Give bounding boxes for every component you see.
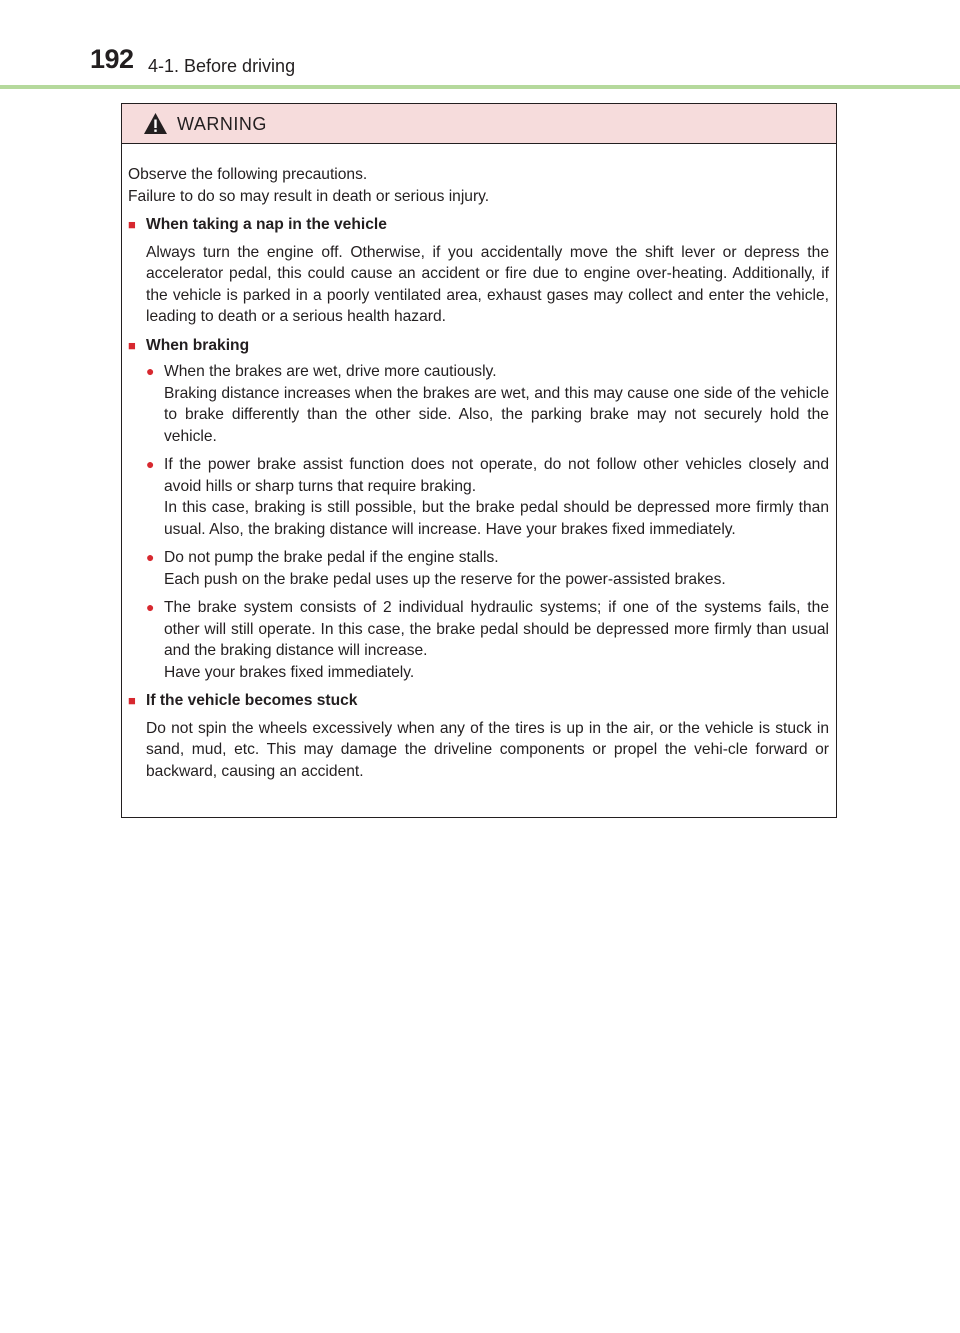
section-body: Do not spin the wheels excessively when any of the tires is up in the air, or the vehicle is stuck in sand, mud, etc. This may damage the driveline components or propel the vehi-cle forward or backward, causing an accident.: [146, 719, 829, 780]
bullet-detail: In this case, braking is still possible, but the brake pedal should be depressed more firmly than usual. Also, the braking distance will increase. Have your brakes fixed immediately.: [164, 499, 829, 538]
bullet-icon: ●: [146, 549, 155, 565]
bullet-icon: ●: [146, 599, 155, 615]
section-body: Always turn the engine off. Otherwise, if you accidentally move the shift lever or depress the accelerator pedal, this could cause an accident or fire due to engine over-heating. Additionally, if the vehicle is parked in a poorly ventilated area, exhaust gases may collect and enter the vehicle, leading to death or a serious health hazard.: [146, 243, 829, 325]
section-title: If the vehicle becomes stuck: [146, 692, 358, 709]
list-item: [146, 597, 829, 683]
warning-label: WARNING: [177, 114, 267, 134]
list-item: [146, 361, 829, 447]
section-braking: [128, 335, 829, 684]
bullet-lead: The brake system consists of 2 individual hydraulic systems; if one of the systems fails, the other will still operate. In this case, the brake pedal should be depressed more firmly than usual and the braking distance will increase.: [164, 599, 829, 659]
section-heading: [128, 214, 829, 236]
section-stuck: [128, 690, 829, 782]
header-rule: [0, 85, 960, 89]
warning-triangle-icon: [143, 112, 168, 135]
bullet-list: [128, 361, 829, 683]
section-title: When taking a nap in the vehicle: [146, 216, 387, 233]
page-number: 192: [90, 44, 134, 74]
section-heading: [128, 690, 829, 712]
bullet-detail: Have your brakes fixed immediately.: [164, 663, 415, 681]
warning-intro: [128, 164, 829, 207]
bullet-lead: Do not pump the brake pedal if the engine stalls.: [164, 549, 499, 566]
section-heading: [128, 335, 829, 357]
section-marker-icon: ■: [128, 693, 136, 708]
section-marker-icon: ■: [128, 217, 136, 232]
warning-header: [122, 104, 836, 144]
bullet-icon: ●: [146, 363, 155, 379]
warning-box: [121, 103, 837, 818]
section-title: 4-1. Before driving: [148, 56, 296, 76]
section-title: When braking: [146, 336, 250, 354]
warning-content: [122, 144, 836, 782]
list-item: [146, 547, 829, 590]
section-nap: [128, 214, 829, 328]
intro-line: Observe the following precautions.: [128, 166, 368, 183]
section-marker-icon: ■: [128, 337, 136, 353]
bullet-lead: When the brakes are wet, drive more cautiously.: [164, 363, 497, 380]
bullet-lead: If the power brake assist function does not operate, do not follow other vehicles closely and avoid hills or sharp turns that require braking.: [164, 456, 829, 495]
bullet-icon: ●: [146, 456, 155, 472]
list-item: [146, 454, 829, 540]
bullet-detail: Braking distance increases when the brakes are wet, and this may cause one side of the vehicle to brake differently than the other side. Also, the parking brake may not securely hold the vehicle.: [164, 384, 829, 445]
bullet-detail: Each push on the brake pedal uses up the reserve for the power-assisted brakes.: [164, 570, 726, 588]
intro-line: Failure to do so may result in death or serious injury.: [128, 187, 490, 205]
page-header: [0, 0, 960, 92]
